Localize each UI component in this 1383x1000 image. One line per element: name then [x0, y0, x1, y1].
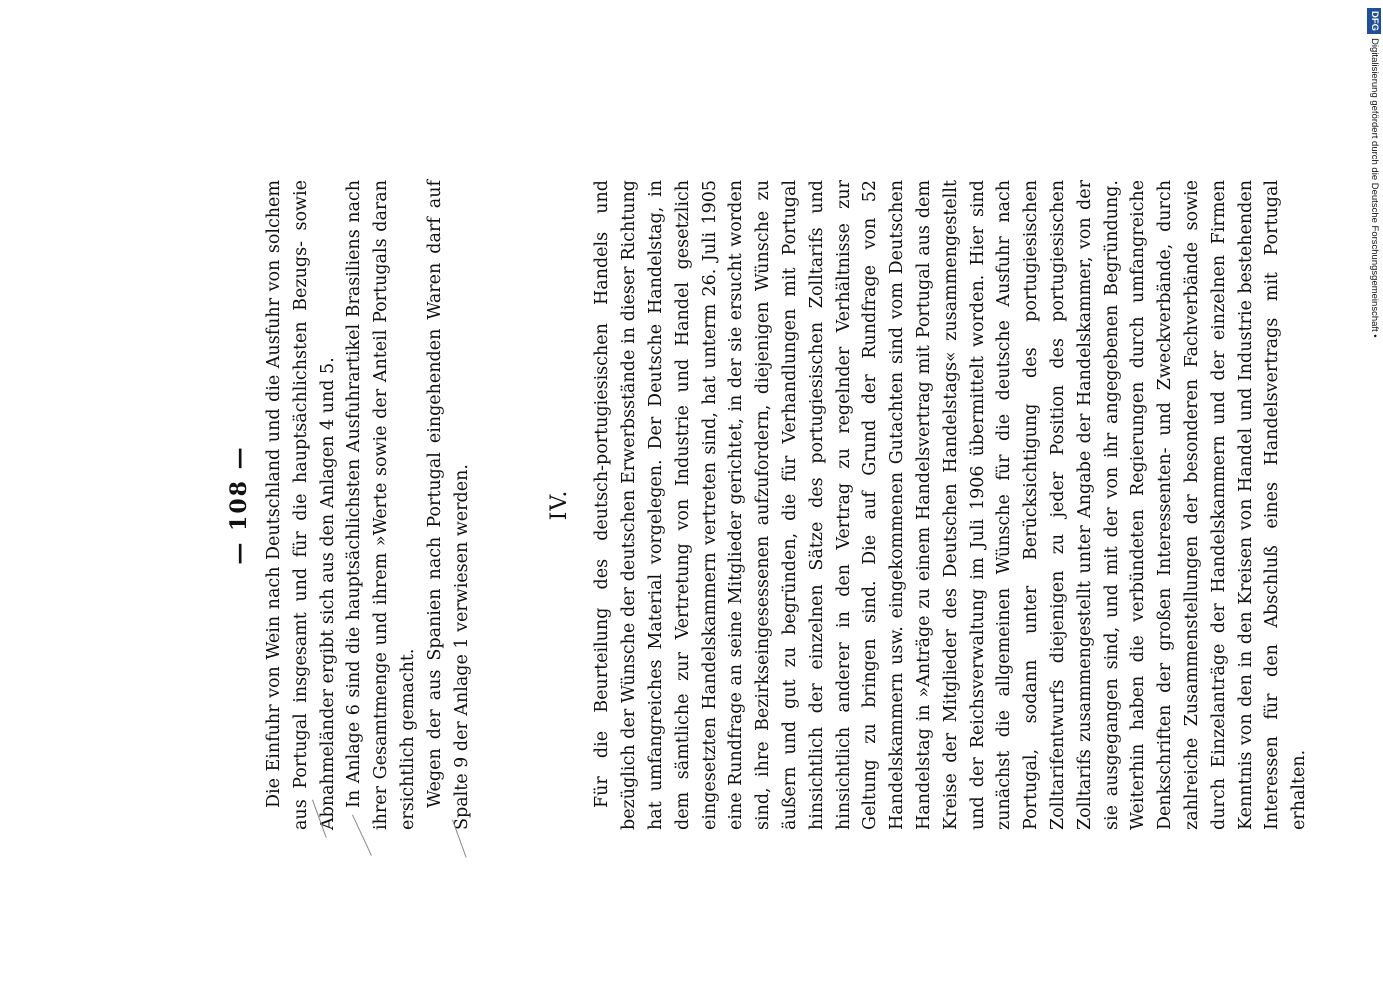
section-paragraph: Für die Beurteilung des deutsch-portugiesischen Handels und bezüglich der Wünsche der deutschen Erwerbsstände in dieser Richtung hat umfangreiches Material vorgelegen. Der Deutsche Handelstag, in dem sämtliche zur Vertretung von Industrie und Handel gesetzlich eingesetzten Handelskammern vertreten sind, hat unterm 26. Juli 1905 eine Rundfrage an seine Mitglieder gerichtet, in der sie ersucht worden sind, ihre Bezirkseingesessenen aufzufordern, diejenigen Wünsche zu äußern und gut zu begründen, die für Verhandlungen mit Portugal hinsichtlich der einzelnen Sätze des portugiesischen Zolltarifs und hinsichtlich anderer in den Vertrag zu regelnder Verhältnisse zur Geltung zu bringen sind. Die auf Grund der Rundfrage von 52 Handelskammern usw. eingekommenen Gutachten sind vom Deutschen Handelstag in »Anträge zu einem Handelsvertrag mit Portugal aus dem Kreise der Mitglieder des Deutschen Handelstags« zusammengestellt und der Reichsverwaltung im Juli 1906 übermittelt worden. Hier sind zunächst die allgemeinen Wünsche für die deutsche Ausfuhr nach Portugal, sodann unter Berücksichtigung des portugiesischen Zolltarifentwurfs diejenigen zu jeder Position des portugiesischen Zolltarifs zusammengestellt unter Angabe der Handelskammer, von der sie ausgegangen sind, und mit der von ihr angegebenen Begründung. Weiterhin haben die verbündeten Regierungen durch umfangreiche Denkschriften der großen Interessenten- und Zweckverbände, durch zahlreiche Zusammenstellungen der besonderen Fachverbände sowie durch Einzelanträge der Handelskammern und der einzelnen Firmen Kenntnis von den in den Kreisen von Handel und Industrie bestehenden Interessen für den Abschluß eines Handelsvertrags mit Portugal erhalten.	[592, 180, 1310, 830]
paragraph-brazil-exports: In Anlage 6 sind die hauptsächlichsten Ausfuhrartikel Brasiliens nach ihrer Gesamtmenge und ihrem »Werte sowie der Anteil Portugals daran ersichtlich gemacht.	[344, 180, 418, 830]
paragraph-wine-import: Die Einfuhr von Wein nach Deutschland und die Ausfuhr von solchem aus Portugal insgesamt und für die hauptsächlichsten Bezugs- sowie Abnahmeländer ergibt sich aus den Anlagen 4 und 5.	[264, 180, 338, 830]
section-heading: IV.	[547, 489, 573, 521]
dfg-credit-text: Digitalisierung gefördert durch die Deutsche Forschungsgemeinschaft •	[1369, 38, 1380, 338]
page-number: — 108 —	[226, 445, 252, 565]
dfg-sidebar	[1367, 8, 1381, 528]
rotated-page-content	[225, 180, 1310, 830]
paragraph-spain-goods: Wegen der aus Spanien nach Portugal eingehenden Waren darf auf Spalte 9 der Anlage 1 verwiesen werden.	[424, 180, 472, 830]
dfg-badge: DFG	[1367, 8, 1381, 34]
